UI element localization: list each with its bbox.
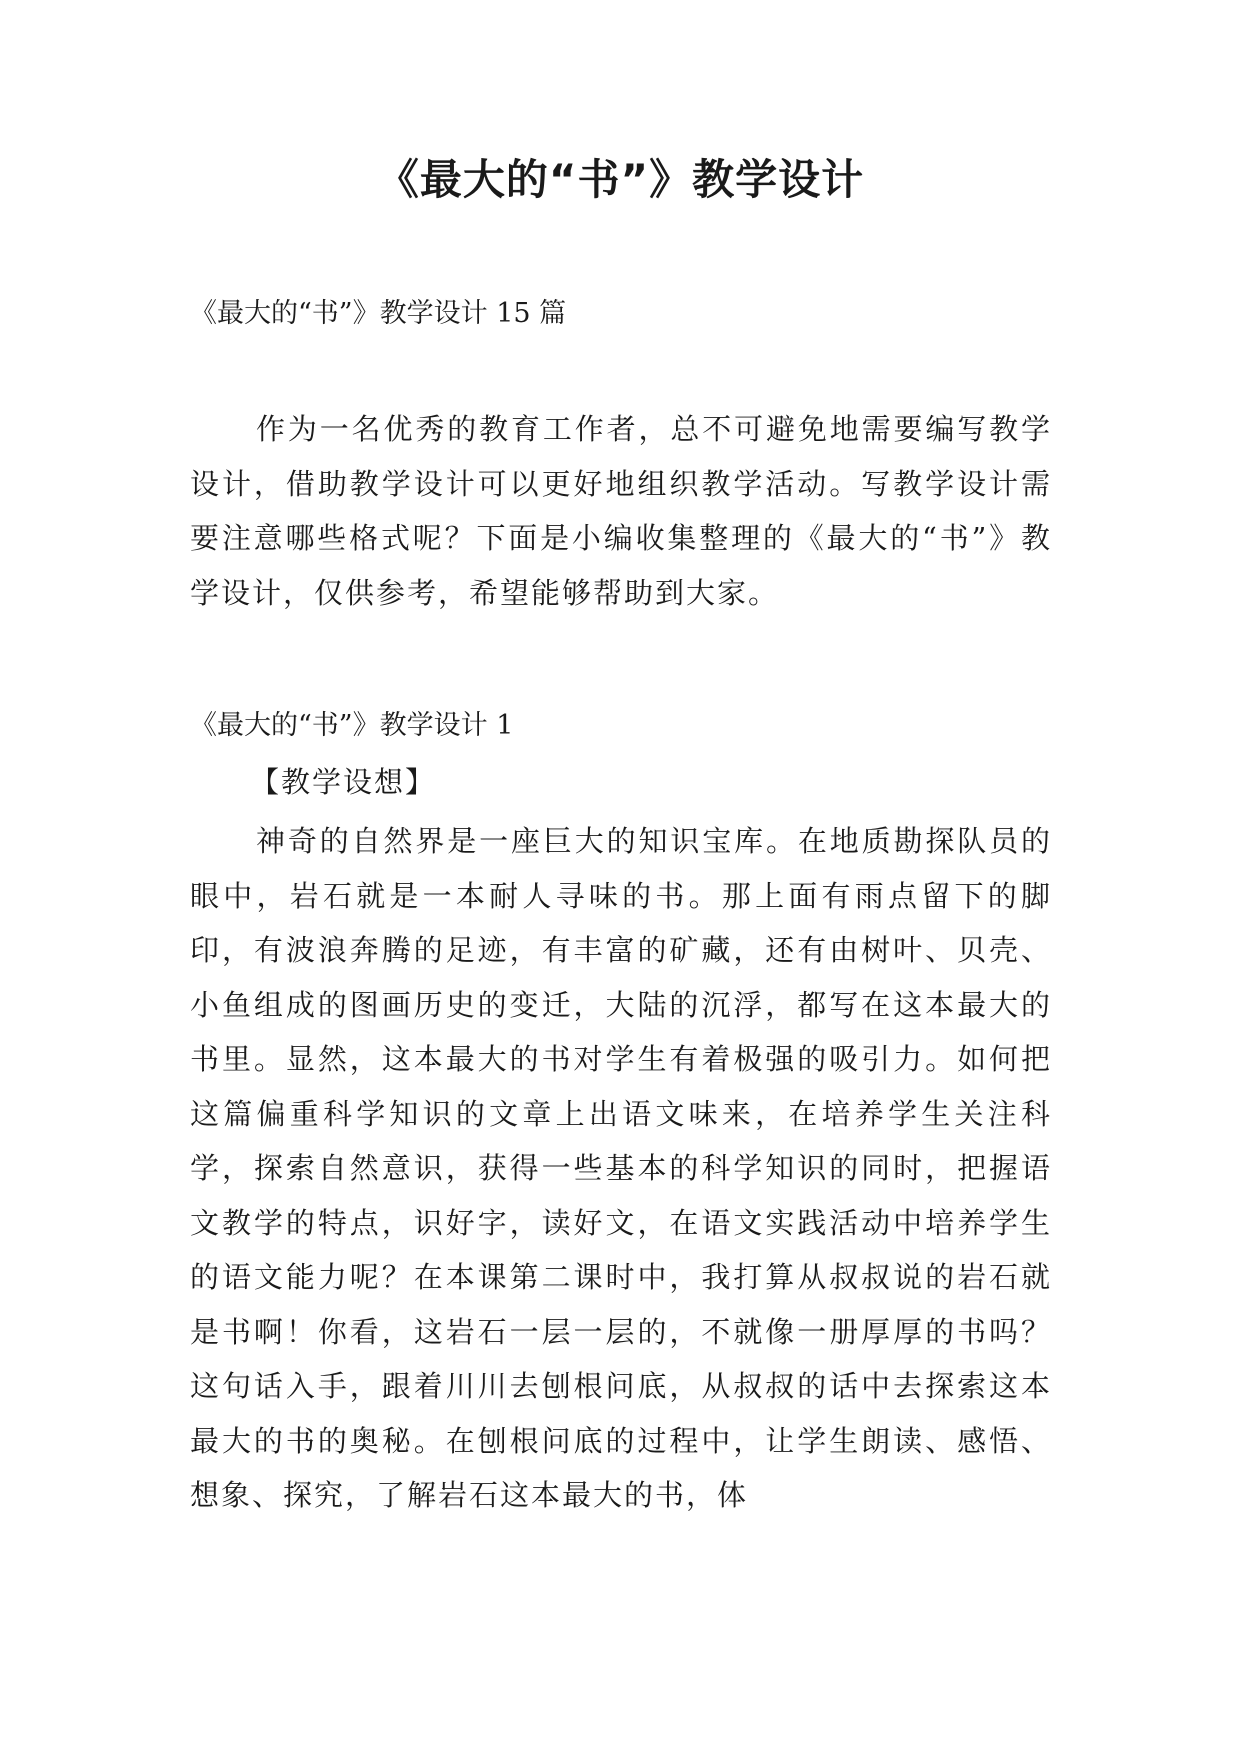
body-paragraph: 神奇的自然界是一座巨大的知识宝库。在地质勘探队员的眼中，岩石就是一本耐人寻味的书。那上面有雨点留下的脚印，有波浪奔腾的足迹，有丰富的矿藏，还有由树叶、贝壳、小鱼组成的图画历史的变迁，大陆的沉浮，都写在这本最大的书里。显然，这本最大的书对学生有着极强的吸引力。如何把这篇偏重科学知识的文章上出语文味来，在培养学生关注科学，探索自然意识，获得一些基本的科学知识的同时，把握语文教学的特点，识好字，读好文，在语文实践活动中培养学生的语文能力呢？在本课第二课时中，我打算从叔叔说的岩石就是书啊！你看，这岩石一层一层的，不就像一册厚厚的书吗？这句话入手，跟着川川去刨根问底，从叔叔的话中去探索这本最大的书的奥秘。在刨根问底的过程中，让学生朗读、感悟、想象、探究，了解岩石这本最大的书，体	[190, 824, 1052, 1512]
document-subtitle: 《最大的“书”》教学设计 15 篇	[190, 298, 567, 329]
intro-paragraph: 作为一名优秀的教育工作者，总不可避免地需要编写教学设计，借助教学设计可以更好地组织教学活动。写教学设计需要注意哪些格式呢？下面是小编收集整理的《最大的“书”》教学设计，仅供参考，希望能够帮助到大家。	[190, 412, 1052, 610]
document-title: 《最大的“书”》教学设计	[376, 155, 865, 204]
section-heading: 《最大的“书”》教学设计 1	[190, 710, 514, 741]
section-subheading: 【教学设想】	[250, 765, 437, 799]
